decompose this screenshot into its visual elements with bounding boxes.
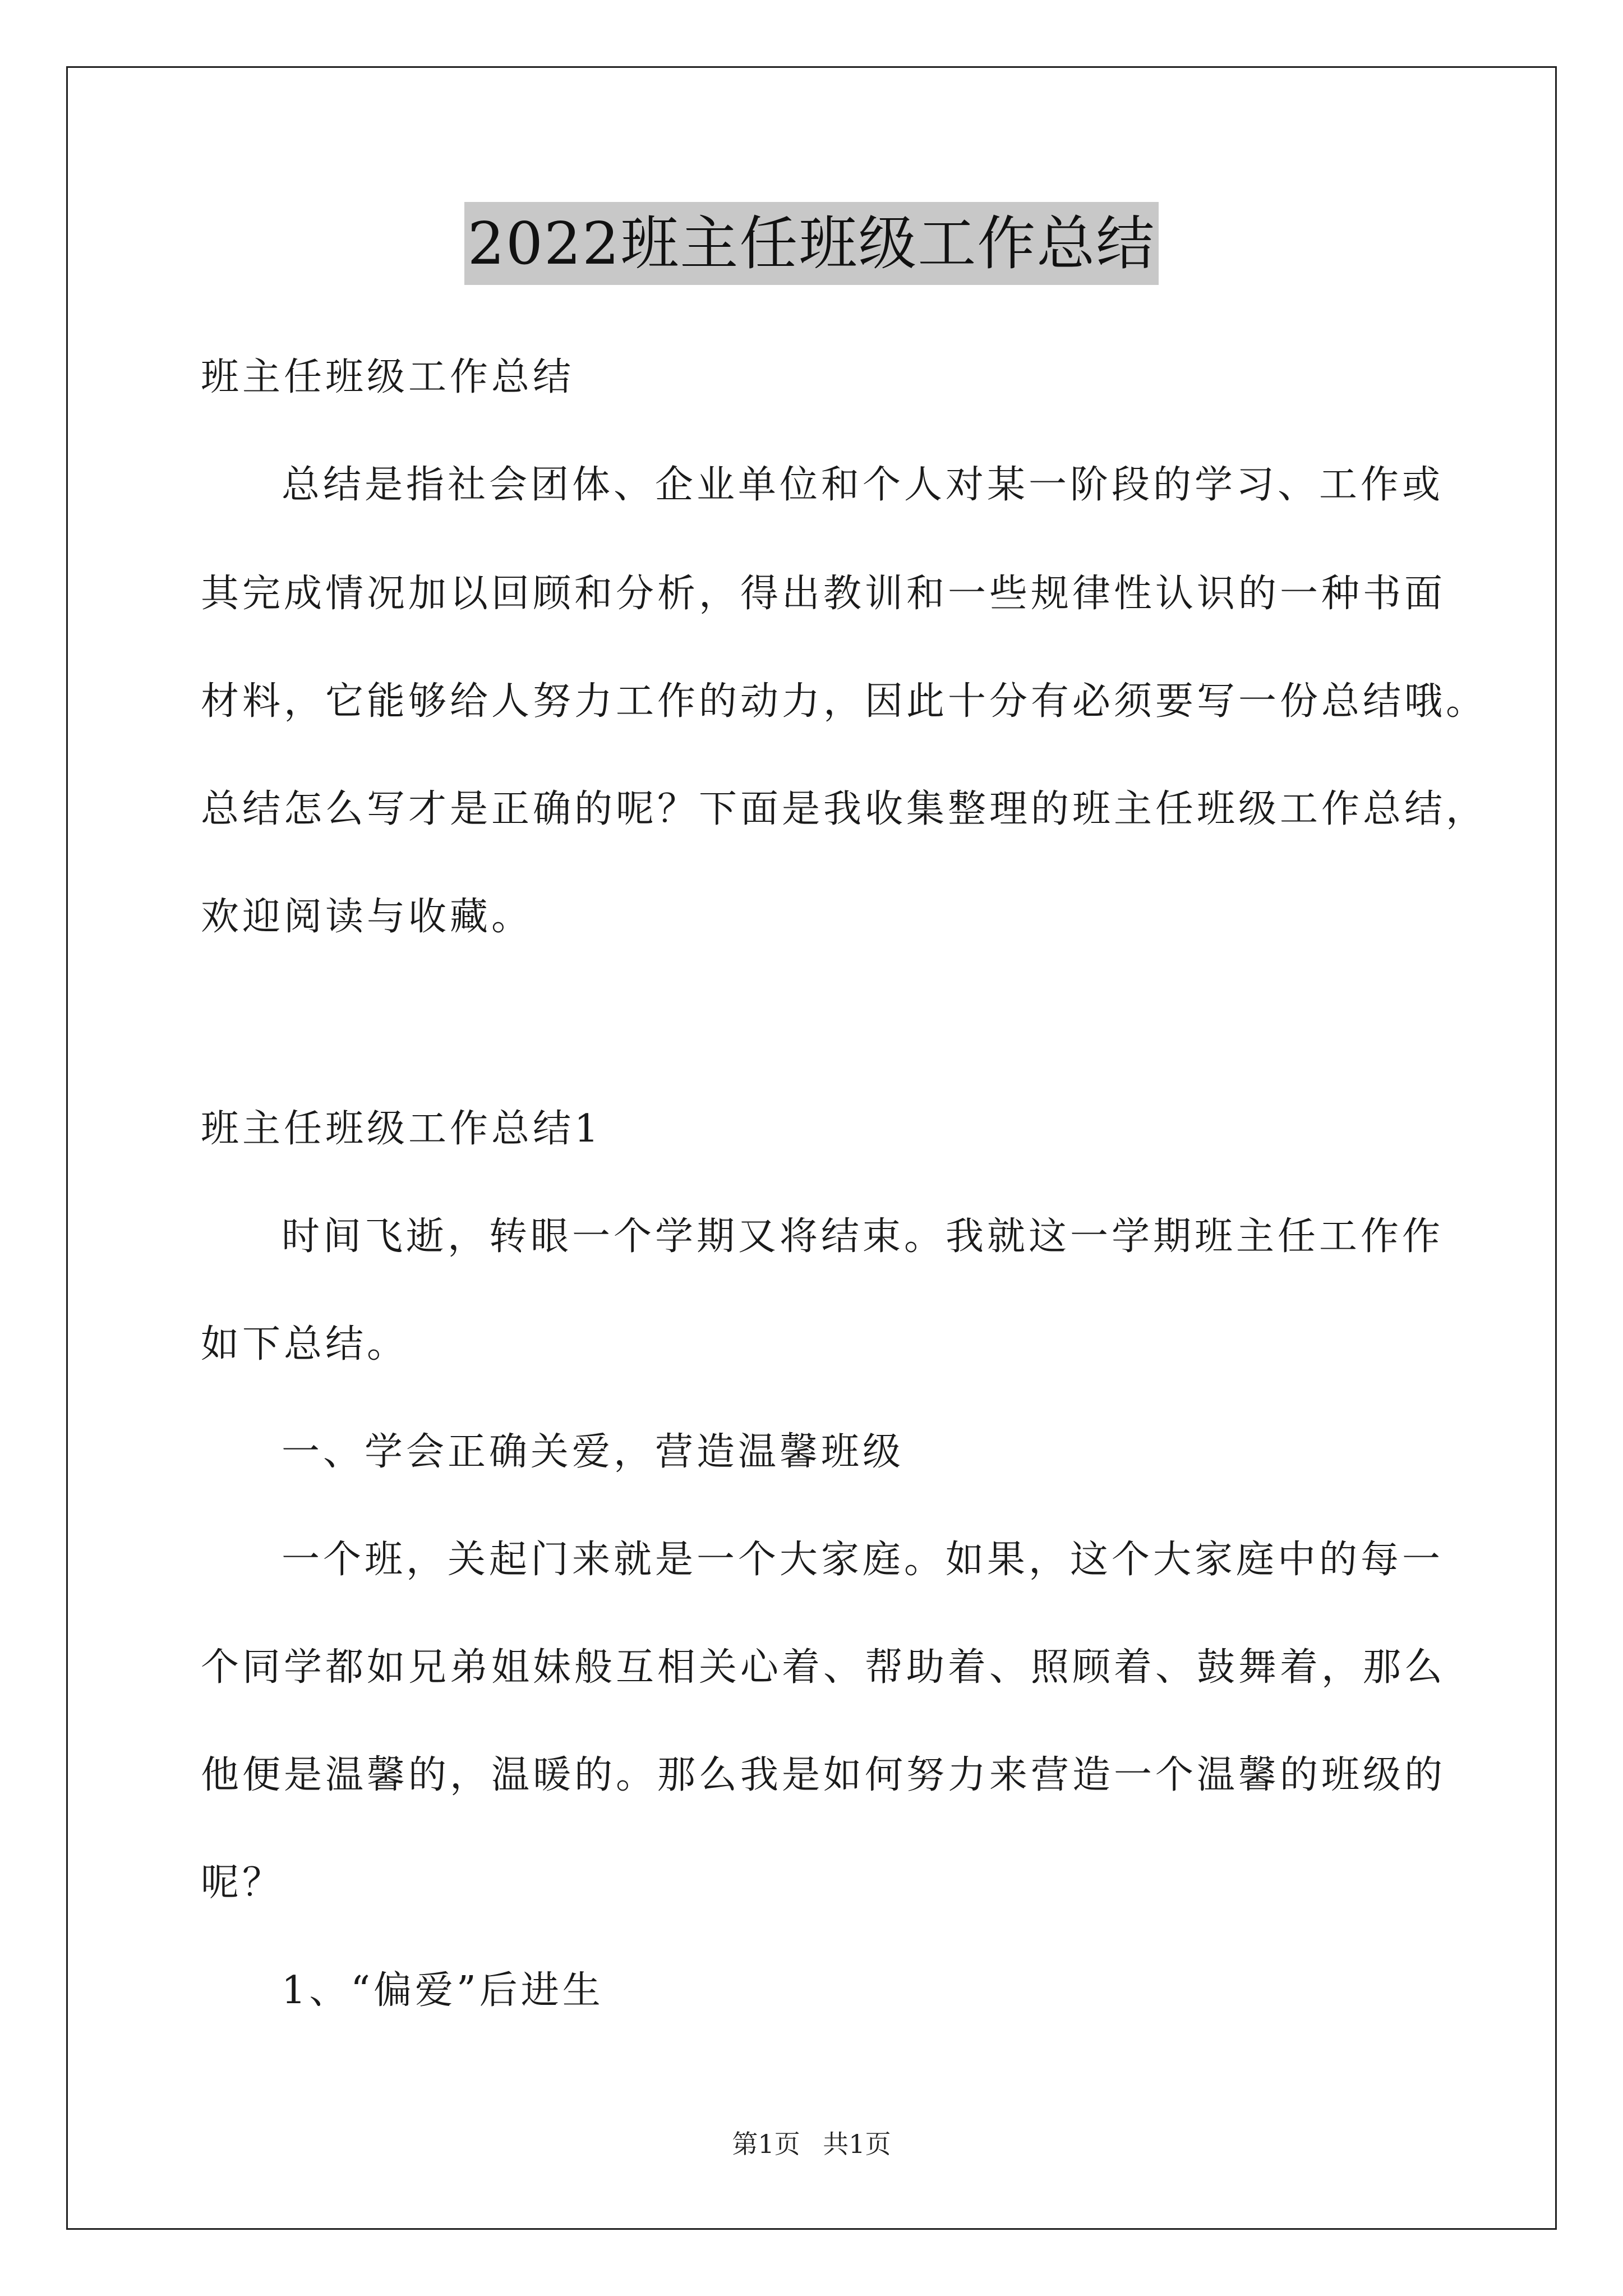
- paragraph-line: 一个班，关起门来就是一个大家庭。如果，这个大家庭中的每一: [282, 1538, 1444, 1582]
- paragraph-line: 时间飞逝，转眼一个学期又将结束。我就这一学期班主任工作作: [282, 1214, 1444, 1259]
- paragraph-line: 总结是指社会团体、企业单位和个人对某一阶段的学习、工作或: [282, 463, 1444, 507]
- section-heading: 班主任班级工作总结1: [201, 1107, 602, 1151]
- paragraph-line: 材料，它能够给人努力工作的动力，因此十分有必须要写一份总结哦。: [201, 679, 1488, 724]
- paragraph-line: 总结怎么写才是正确的呢？下面是我收集整理的班主任班级工作总结，: [201, 787, 1488, 831]
- list-item-heading: 1、“偏爱”后进生: [282, 1968, 604, 2013]
- paragraph-line: 他便是温馨的，温暖的。那么我是如何努力来营造一个温馨的班级的: [201, 1753, 1446, 1797]
- paragraph-line: 其完成情况加以回顾和分析，得出教训和一些规律性认识的一种书面: [201, 572, 1446, 616]
- paragraph-line: 欢迎阅读与收藏。: [201, 895, 533, 939]
- title-container: [0, 202, 1623, 285]
- document-title: 2022班主任班级工作总结: [464, 202, 1159, 285]
- page-footer: 第1页 共1页: [732, 2129, 891, 2159]
- subsection-heading: 一、学会正确关爱，营造温馨班级: [282, 1430, 905, 1474]
- paragraph-line: 如下总结。: [201, 1322, 409, 1366]
- subtitle: 班主任班级工作总结: [201, 355, 575, 399]
- paragraph-line: 个同学都如兄弟姐妹般互相关心着、帮助着、照顾着、鼓舞着，那么: [201, 1645, 1446, 1690]
- paragraph-line: 呢？: [201, 1861, 284, 1905]
